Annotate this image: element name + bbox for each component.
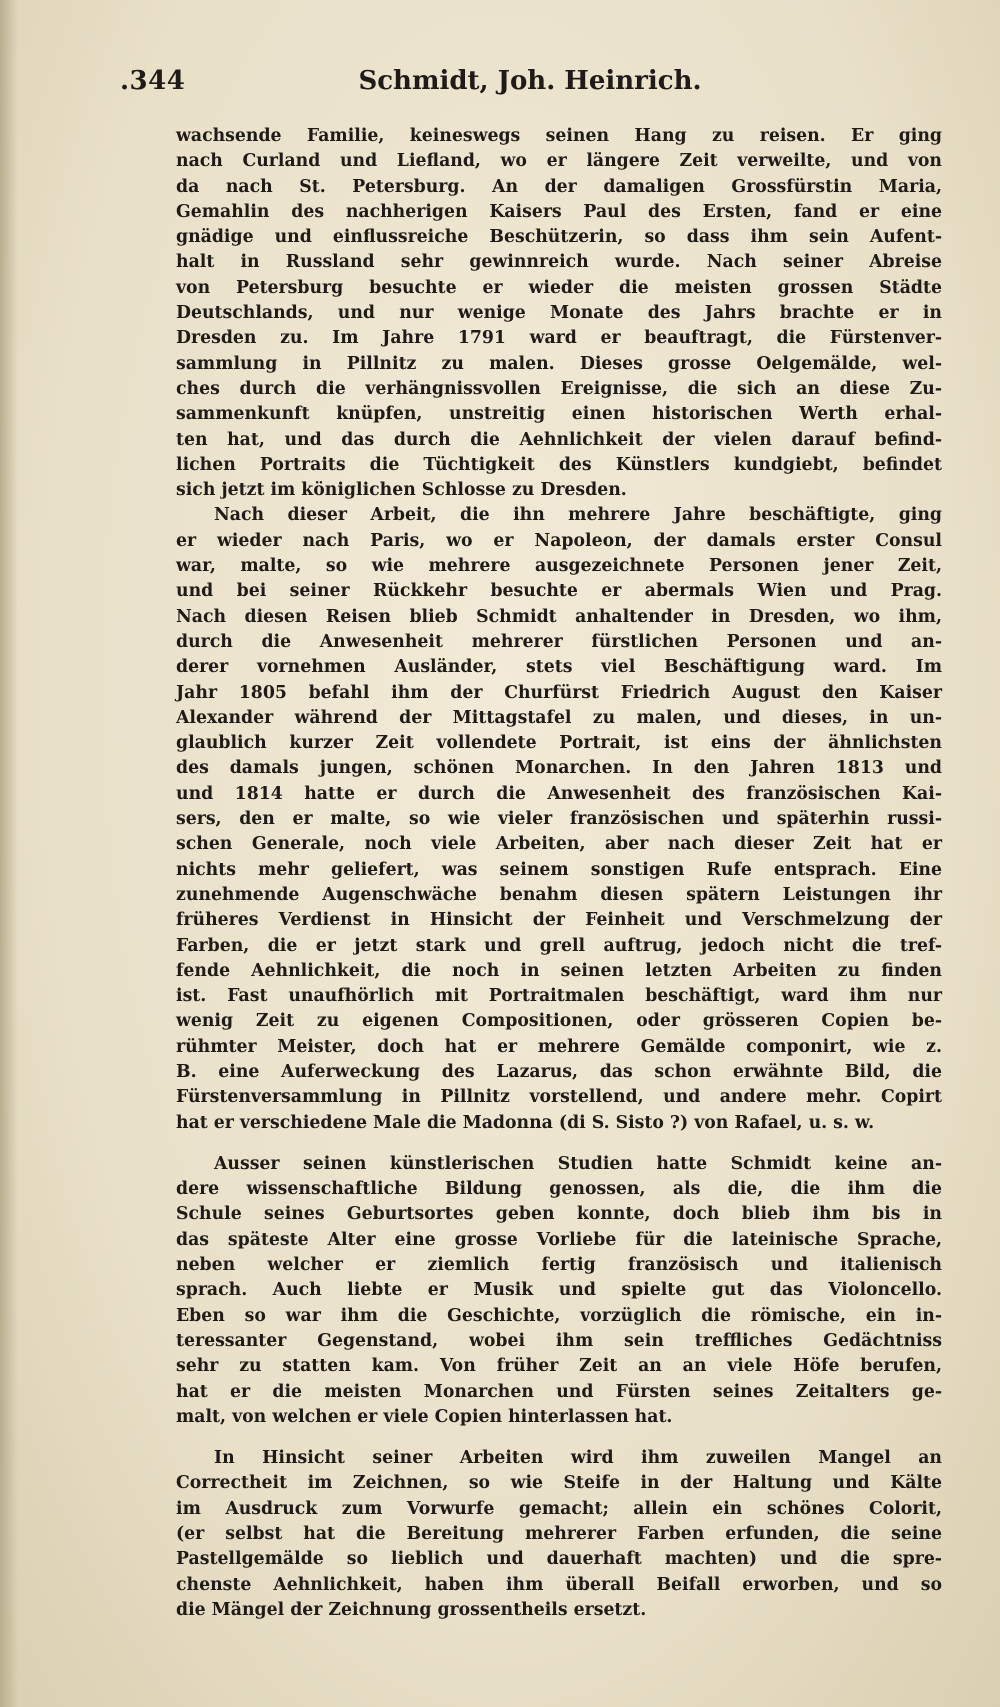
text-line: (er selbst hat die Bereitung mehrerer Farben erfunden, die seine [176,1524,942,1545]
text-line: durch die Anwesenheit mehrerer fürstlichen Personen und an- [176,631,942,652]
text-line: das späteste Alter eine grosse Vorliebe für die lateinische Sprache, [176,1229,942,1250]
text-line: ist. Fast unaufhörlich mit Portraitmalen beschäftigt, ward ihm nur [176,986,942,1007]
paragraph [176,503,942,1135]
text-line: Gemahlin des nachherigen Kaisers Paul des Ersten, fand er eine [176,201,942,222]
text-line: Deutschlands, und nur wenige Monate des Jahrs brachte er in [176,303,942,324]
text-line: im Ausdruck zum Vorwurfe gemacht; allein ein schönes Colorit, [176,1498,942,1519]
text-line: Alexander während der Mittagstafel zu malen, und dieses, in un- [176,707,942,728]
text-line: glaublich kurzer Zeit vollendete Portrait, ist eins der ähnlichsten [176,733,942,754]
text-line: Dresden zu. Im Jahre 1791 ward er beauftragt, die Fürstenver- [176,328,942,349]
text-line: sammenkunft knüpfen, unstreitig einen historischen Werth erhal- [176,404,942,425]
text-line: Fürstenversammlung in Pillnitz vorstellend, und andere mehr. Copirt [176,1087,942,1108]
text-line: Farben, die er jetzt stark und grell auftrug, jedoch nicht die tref- [176,935,942,956]
text-line: Correctheit im Zeichnen, so wie Steife in der Haltung und Kälte [176,1473,942,1494]
text-line: sprach. Auch liebte er Musik und spielte gut das Violoncello. [176,1280,942,1301]
text-line: nichts mehr geliefert, was seinem sonstigen Rufe entsprach. Eine [176,859,942,880]
text-line: derer vornehmen Ausländer, stets viel Beschäftigung ward. Im [176,657,942,678]
text-line: malt, von welchen er viele Copien hinterlassen hat. [176,1406,673,1427]
text-line: hat er die meisten Monarchen und Fürsten seines Zeitalters ge- [176,1381,942,1402]
paragraph [176,1152,942,1430]
text-line: früheres Verdienst in Hinsicht der Feinheit und Verschmelzung der [176,910,942,931]
text-line: halt in Russland sehr gewinnreich wurde. Nach seiner Abreise [176,252,942,273]
text-line: sich jetzt im königlichen Schlosse zu Dresden. [176,480,627,501]
text-line: sammlung in Pillnitz zu malen. Dieses grosse Oelgemälde, wel- [176,353,942,374]
text-line: da nach St. Petersburg. An der damaligen Grossfürstin Maria, [176,176,942,197]
text-line: er wieder nach Paris, wo er Napoleon, der damals erster Consul [176,530,942,551]
page-number: .344 [120,66,186,96]
paragraph [176,1446,942,1623]
text-line: nach Curland und Liefland, wo er längere Zeit verweilte, und von [176,151,942,172]
text-line: In Hinsicht seiner Arbeiten wird ihm zuweilen Mangel an [214,1448,942,1469]
text-line: und 1814 hatte er durch die Anwesenheit des französischen Kai- [176,783,942,804]
text-line: die Mängel der Zeichnung grossentheils ersetzt. [176,1599,647,1620]
text-line: Nach dieser Arbeit, die ihn mehrere Jahre beschäftigte, ging [214,505,942,526]
text-line: sers, den er malte, so wie vieler französischen und späterhin russi- [176,809,942,830]
text-line: ten hat, und das durch die Aehnlichkeit der vielen darauf befind- [176,429,942,450]
text-line: Jahr 1805 befahl ihm der Churfürst Friedrich August den Kaiser [176,682,942,703]
text-line: Ausser seinen künstlerischen Studien hatte Schmidt keine an- [214,1153,942,1174]
text-line: chenste Aehnlichkeit, haben ihm überall Beifall erworben, und so [176,1574,942,1595]
running-title: Schmidt, Joh. Heinrich. [358,66,702,96]
text-line: schen Generale, noch viele Arbeiten, aber nach dieser Zeit hat er [176,834,942,855]
text-line: B. eine Auferweckung des Lazarus, das schon erwähnte Bild, die [176,1061,942,1082]
text-line: zunehmende Augenschwäche benahm diesen spätern Leistungen ihr [176,884,942,905]
text-line: dere wissenschaftliche Bildung genossen, als die, die ihm die [176,1179,942,1200]
text-line: wenig Zeit zu eigenen Compositionen, oder grösseren Copien be- [176,1011,942,1032]
text-line: wachsende Familie, keineswegs seinen Hang zu reisen. Er ging [176,126,942,146]
text-line: von Petersburg besuchte er wieder die meisten grossen Städte [176,277,942,298]
paragraph-gap [176,1136,942,1152]
text-line: rühmter Meister, doch hat er mehrere Gemälde componirt, wie z. [176,1036,942,1057]
text-line: Nach diesen Reisen blieb Schmidt anhaltender in Dresden, wo ihm, [176,606,942,627]
text-line: Eben so war ihm die Geschichte, vorzüglich die römische, ein in- [176,1305,942,1326]
text-line: lichen Portraits die Tüchtigkeit des Künstlers kundgiebt, befindet [176,454,942,475]
paragraph-gap [176,1430,942,1446]
text-line: ches durch die verhängnissvollen Ereignisse, die sich an diese Zu- [176,378,942,399]
body-text [176,124,942,1623]
paragraph [176,124,942,503]
text-line: hat er verschiedene Male die Madonna (di S. Sisto ?) von Rafael, u. s. w. [176,1112,875,1133]
text-line: und bei seiner Rückkehr besuchte er abermals Wien und Prag. [176,581,942,602]
text-line: war, malte, so wie mehrere ausgezeichnete Personen jener Zeit, [176,556,942,577]
text-line: teressanter Gegenstand, wobei ihm sein treffliches Gedächtniss [176,1330,942,1351]
text-line: sehr zu statten kam. Von früher Zeit an an viele Höfe berufen, [176,1356,942,1377]
text-line: des damals jungen, schönen Monarchen. In den Jahren 1813 und [176,758,942,779]
page-header [120,66,940,116]
text-line: neben welcher er ziemlich fertig französisch und italienisch [176,1255,942,1276]
text-line: fende Aehnlichkeit, die noch in seinen letzten Arbeiten zu finden [176,960,942,981]
text-line: gnädige und einflussreiche Beschützerin, so dass ihm sein Aufent- [176,227,942,248]
text-line: Schule seines Geburtsortes geben konnte, doch blieb ihm bis in [176,1204,942,1225]
text-line: Pastellgemälde so lieblich und dauerhaft machten) und die spre- [176,1549,942,1570]
binding-shadow [0,0,18,1707]
